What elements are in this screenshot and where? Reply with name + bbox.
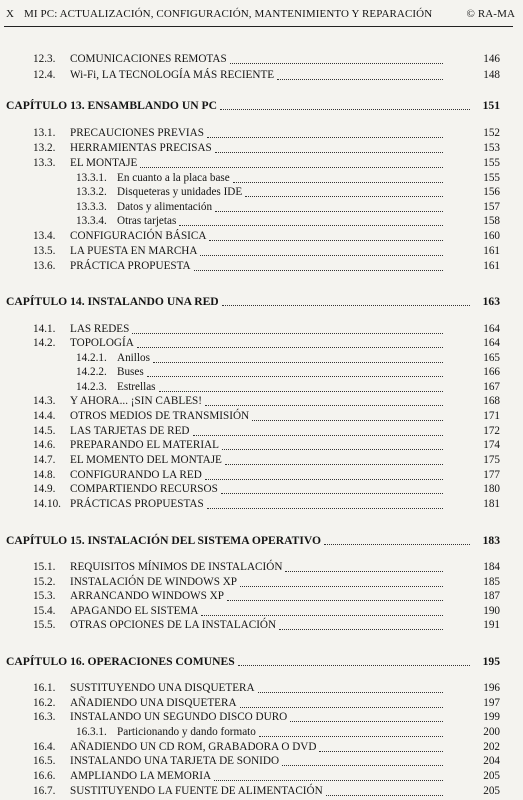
entry-number: 13.3.4. — [76, 215, 107, 227]
entry-number: 13.3.3. — [76, 201, 107, 213]
entry-title: LAS REDES — [70, 323, 130, 335]
entry-title: Anillos — [117, 352, 150, 364]
subsection-row — [0, 172, 523, 185]
entry-title: En cuanto a la placa base — [117, 172, 230, 184]
entry-number: 14.1. — [33, 323, 56, 335]
entry-number: 16.4. — [33, 741, 56, 753]
dot-leader — [238, 665, 470, 666]
page-number: 191 — [483, 619, 500, 631]
subsection-row — [0, 381, 523, 394]
entry-title: ARRANCANDO WINDOWS XP — [70, 590, 224, 602]
dot-leader — [209, 240, 443, 241]
entry-number: 13.5. — [33, 245, 56, 257]
entry-number: 16.2. — [33, 697, 56, 709]
entry-number: 14.6. — [33, 439, 56, 451]
entry-title: Otras tarjetas — [117, 215, 177, 227]
dot-leader — [227, 600, 443, 601]
entry-title: PRÁCTICAS PROPUESTAS — [70, 498, 204, 510]
page-number: 200 — [483, 726, 500, 738]
entry-title: COMUNICACIONES REMOTAS — [70, 53, 227, 65]
page-number: 161 — [483, 260, 500, 272]
page-number: 146 — [483, 53, 500, 65]
entry-title: APAGANDO EL SISTEMA — [70, 605, 199, 617]
page-number: 190 — [483, 605, 500, 617]
section-row — [0, 755, 523, 768]
dot-leader — [233, 182, 443, 183]
page-number: 195 — [482, 655, 500, 668]
section-row — [0, 697, 523, 710]
dot-leader — [147, 376, 443, 377]
dot-leader — [290, 721, 443, 722]
dot-leader — [132, 333, 443, 334]
section-row — [0, 323, 523, 336]
entry-title: Particionando y dando formato — [117, 726, 256, 738]
dot-leader — [220, 109, 470, 110]
page-number: 152 — [483, 127, 500, 139]
entry-number: 13.1. — [33, 127, 56, 139]
page-number: 167 — [483, 381, 500, 393]
dot-leader — [252, 420, 443, 421]
entry-title: Disqueteras y unidades IDE — [117, 186, 243, 198]
book-title: MI PC: ACTUALIZACIÓN, CONFIGURACIÓN, MANTENIMIENTO Y REPARACIÓN — [24, 8, 433, 20]
entry-title: INSTALANDO UNA TARJETA DE SONIDO — [70, 755, 280, 767]
page-number: 171 — [483, 410, 500, 422]
entry-title: SUSTITUYENDO UNA DISQUETERA — [70, 682, 255, 694]
entry-title: Y AHORA... ¡SIN CABLES! — [70, 395, 202, 407]
entry-title: INSTALANDO UN SEGUNDO DISCO DURO — [70, 711, 288, 723]
entry-number: 14.4. — [33, 410, 56, 422]
section-row — [0, 439, 523, 452]
chapter-title: CAPÍTULO 16. OPERACIONES COMUNES — [6, 655, 235, 668]
dot-leader — [207, 137, 443, 138]
page-number: 180 — [483, 483, 500, 495]
page-number: 155 — [483, 172, 500, 184]
entry-title: TOPOLOGÍA — [70, 337, 134, 349]
entry-title: OTRAS OPCIONES DE LA INSTALACIÓN — [70, 619, 277, 631]
dot-leader — [258, 692, 443, 693]
dot-leader — [137, 347, 443, 348]
page-number: 204 — [483, 755, 500, 767]
entry-title: LAS TARJETAS DE RED — [70, 425, 190, 437]
dot-leader — [221, 493, 443, 494]
section-row — [0, 53, 523, 66]
page-number: 205 — [483, 770, 500, 782]
section-row — [0, 469, 523, 482]
entry-title: Wi-Fi, LA TECNOLOGÍA MÁS RECIENTE — [70, 69, 275, 81]
page-number: 177 — [483, 469, 500, 481]
dot-leader — [324, 544, 470, 545]
entry-number: 16.1. — [33, 682, 56, 694]
dot-leader — [222, 449, 443, 450]
section-row — [0, 395, 523, 408]
entry-number: 13.3. — [33, 157, 56, 169]
entry-number: 16.3.1. — [76, 726, 107, 738]
dot-leader — [200, 255, 443, 256]
dot-leader — [319, 751, 443, 752]
dot-leader — [240, 586, 443, 587]
dot-leader — [277, 79, 443, 80]
page-number: 205 — [483, 785, 500, 797]
dot-leader — [279, 629, 443, 630]
entry-title: AÑADIENDO UNA DISQUETERA — [70, 697, 237, 709]
dot-leader — [245, 196, 443, 197]
page-number: 160 — [483, 230, 500, 242]
entry-number: 14.7. — [33, 454, 56, 466]
page-number: 155 — [483, 157, 500, 169]
page-number: 148 — [483, 69, 500, 81]
section-row — [0, 157, 523, 170]
subsection-row — [0, 215, 523, 228]
page-number: 174 — [483, 439, 500, 451]
section-row — [0, 590, 523, 603]
entry-title: CONFIGURACIÓN BÁSICA — [70, 230, 207, 242]
section-row — [0, 711, 523, 724]
dot-leader — [205, 405, 443, 406]
chapter-row — [0, 655, 523, 668]
publisher: © RA-MA — [466, 8, 515, 20]
section-row — [0, 337, 523, 350]
dot-leader — [230, 63, 443, 64]
entry-title: PRECAUCIONES PREVIAS — [70, 127, 204, 139]
section-row — [0, 785, 523, 798]
entry-number: 13.2. — [33, 142, 56, 154]
entry-number: 14.8. — [33, 469, 56, 481]
dot-leader — [194, 270, 443, 271]
entry-number: 15.5. — [33, 619, 56, 631]
page-number: 153 — [483, 142, 500, 154]
dot-leader — [140, 167, 443, 168]
section-row — [0, 260, 523, 273]
page-number: 157 — [483, 201, 500, 213]
entry-number: 13.3.1. — [76, 172, 107, 184]
dot-leader — [215, 211, 443, 212]
dot-leader — [193, 435, 443, 436]
page-number: 202 — [483, 741, 500, 753]
subsection-row — [0, 352, 523, 365]
entry-number: 14.2.1. — [76, 352, 107, 364]
entry-title: HERRAMIENTAS PRECISAS — [70, 142, 212, 154]
entry-number: 15.3. — [33, 590, 56, 602]
dot-leader — [240, 707, 443, 708]
entry-number: 15.1. — [33, 561, 56, 573]
page-number: 183 — [482, 534, 500, 547]
page-number: 185 — [483, 576, 500, 588]
page-number: 187 — [483, 590, 500, 602]
entry-number: 14.9. — [33, 483, 56, 495]
dot-leader — [259, 736, 443, 737]
page-number: 165 — [483, 352, 500, 364]
entry-title: CONFIGURANDO LA RED — [70, 469, 202, 481]
entry-number: 14.2.3. — [76, 381, 107, 393]
page-number: 164 — [483, 323, 500, 335]
dot-leader — [326, 795, 443, 796]
page-number: 175 — [483, 454, 500, 466]
dot-leader — [214, 780, 443, 781]
header-rule — [4, 26, 513, 27]
entry-number: 16.6. — [33, 770, 56, 782]
page-number: 172 — [483, 425, 500, 437]
page-number: 161 — [483, 245, 500, 257]
section-row — [0, 682, 523, 695]
entry-title: EL MOMENTO DEL MONTAJE — [70, 454, 222, 466]
section-row — [0, 576, 523, 589]
page-number: 158 — [483, 215, 500, 227]
dot-leader — [159, 391, 443, 392]
entry-title: Estrellas — [117, 381, 156, 393]
section-row — [0, 127, 523, 140]
entry-number: 12.3. — [33, 53, 56, 65]
entry-title: PREPARANDO EL MATERIAL — [70, 439, 219, 451]
section-row — [0, 483, 523, 496]
page-number: 164 — [483, 337, 500, 349]
subsection-row — [0, 366, 523, 379]
section-row — [0, 230, 523, 243]
page-number: 168 — [483, 395, 500, 407]
entry-number: 16.5. — [33, 755, 56, 767]
page-number: 181 — [483, 498, 500, 510]
page-label: X — [6, 8, 15, 20]
entry-title: OTROS MEDIOS DE TRANSMISIÓN — [70, 410, 250, 422]
dot-leader — [285, 571, 443, 572]
subsection-row — [0, 186, 523, 199]
entry-number: 13.6. — [33, 260, 56, 272]
subsection-row — [0, 201, 523, 214]
section-row — [0, 425, 523, 438]
entry-number: 14.3. — [33, 395, 56, 407]
dot-leader — [282, 765, 443, 766]
dot-leader — [215, 152, 443, 153]
chapter-title: CAPÍTULO 14. INSTALANDO UNA RED — [6, 295, 219, 308]
page-number: 199 — [483, 711, 500, 723]
dot-leader — [225, 464, 443, 465]
entry-number: 12.4. — [33, 69, 56, 81]
entry-number: 15.2. — [33, 576, 56, 588]
entry-number: 14.2.2. — [76, 366, 107, 378]
page-number: 197 — [483, 697, 500, 709]
dot-leader — [201, 615, 443, 616]
section-row — [0, 498, 523, 511]
chapter-row — [0, 534, 523, 547]
running-header — [6, 8, 515, 20]
entry-title: AMPLIANDO LA MEMORIA — [70, 770, 212, 782]
entry-number: 15.4. — [33, 605, 56, 617]
page-number: 163 — [482, 295, 500, 308]
chapter-row — [0, 295, 523, 308]
entry-title: EL MONTAJE — [70, 157, 138, 169]
section-row — [0, 142, 523, 155]
dot-leader — [179, 225, 443, 226]
entry-title: REQUISITOS MÍNIMOS DE INSTALACIÓN — [70, 561, 283, 573]
entry-title: LA PUESTA EN MARCHA — [70, 245, 198, 257]
entry-number: 13.3.2. — [76, 186, 107, 198]
page-number: 156 — [483, 186, 500, 198]
section-row — [0, 454, 523, 467]
entry-title: COMPARTIENDO RECURSOS — [70, 483, 218, 495]
section-row — [0, 619, 523, 632]
section-row — [0, 605, 523, 618]
chapter-title: CAPÍTULO 13. ENSAMBLANDO UN PC — [6, 99, 217, 112]
section-row — [0, 410, 523, 423]
entry-number: 14.2. — [33, 337, 56, 349]
page-number: 166 — [483, 366, 500, 378]
entry-title: AÑADIENDO UN CD ROM, GRABADORA O DVD — [70, 741, 317, 753]
dot-leader — [205, 479, 443, 480]
entry-number: 14.10. — [33, 498, 61, 510]
dot-leader — [207, 508, 443, 509]
dot-leader — [222, 305, 470, 306]
section-row — [0, 561, 523, 574]
entry-number: 16.7. — [33, 785, 56, 797]
entry-title: Buses — [117, 366, 144, 378]
section-row — [0, 69, 523, 82]
entry-title: Datos y alimentación — [117, 201, 213, 213]
dot-leader — [153, 362, 443, 363]
page-number: 151 — [482, 99, 500, 112]
entry-number: 16.3. — [33, 711, 56, 723]
section-row — [0, 741, 523, 754]
subsection-row — [0, 726, 523, 739]
page-number: 196 — [483, 682, 500, 694]
chapter-row — [0, 99, 523, 112]
entry-number: 14.5. — [33, 425, 56, 437]
section-row — [0, 770, 523, 783]
section-row — [0, 245, 523, 258]
entry-number: 13.4. — [33, 230, 56, 242]
chapter-title: CAPÍTULO 15. INSTALACIÓN DEL SISTEMA OPERATIVO — [6, 534, 322, 547]
entry-title: INSTALACIÓN DE WINDOWS XP — [70, 576, 238, 588]
entry-title: SUSTITUYENDO LA FUENTE DE ALIMENTACIÓN — [70, 785, 323, 797]
entry-title: PRÁCTICA PROPUESTA — [70, 260, 191, 272]
page-number: 184 — [483, 561, 500, 573]
